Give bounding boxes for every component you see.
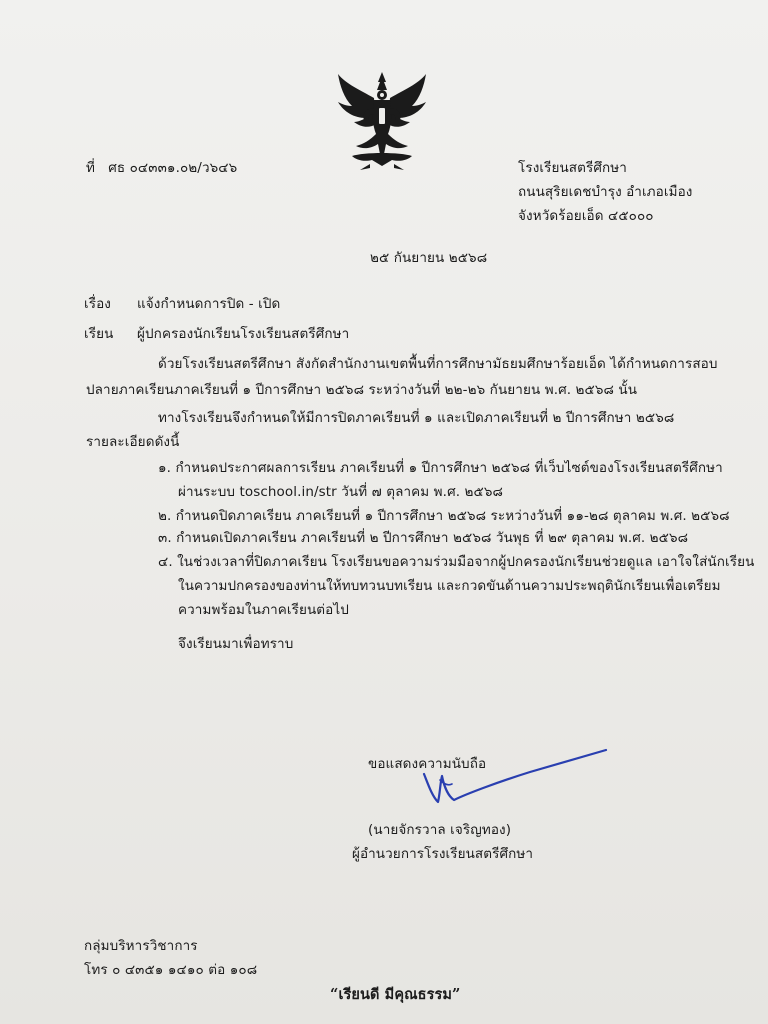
body-line-3: ทางโรงเรียนจึงกำหนดให้มีการปิดภาคเรียนที่ ๑ และเปิดภาคเรียนที่ ๒ ปีการศึกษา ๒๕๖๘ xyxy=(158,410,675,426)
item-3: ๓. กำหนดเปิดภาคเรียน ภาคเรียนที่ ๒ ปีการศึกษา ๒๕๖๘ วันพุธ ที่ ๒๙ ตุลาคม พ.ศ. ๒๕๖๘ xyxy=(158,530,689,546)
item-2: ๒. กำหนดปิดภาคเรียน ภาคเรียนที่ ๑ ปีการศึกษา ๒๕๖๘ ระหว่างวันที่ ๑๑-๒๘ ตุลาคม พ.ศ. ๒๕๖๘ xyxy=(158,508,730,524)
department-name: กลุ่มบริหารวิชาการ xyxy=(84,938,198,954)
item-1-line-1: ๑. กำหนดประกาศผลการเรียน ภาคเรียนที่ ๑ ปีการศึกษา ๒๕๖๘ ที่เว็บไซต์ของโรงเรียนสตรีศึกษา xyxy=(158,460,723,476)
school-name: โรงเรียนสตรีศึกษา xyxy=(518,160,627,176)
regards-text: ขอแสดงความนับถือ xyxy=(368,756,487,772)
school-province: จังหวัดร้อยเอ็ด ๔๕๐๐๐ xyxy=(518,208,654,224)
signature-mark-icon xyxy=(410,740,610,810)
garuda-emblem-icon xyxy=(330,68,434,172)
recipient-label: เรียน xyxy=(84,326,114,342)
closing-request: จึงเรียนมาเพื่อทราบ xyxy=(178,636,294,652)
body-line-4: รายละเอียดดังนี้ xyxy=(86,434,180,450)
recipient-text: ผู้ปกครองนักเรียนโรงเรียนสตรีศึกษา xyxy=(137,326,350,342)
subject-text: แจ้งกำหนดการปิด - เปิด xyxy=(137,296,281,312)
reference-number-line xyxy=(86,160,237,177)
body-line-2: ปลายภาคเรียนภาคเรียนที่ ๑ ปีการศึกษา ๒๕๖๘ ระหว่างวันที่ ๒๒-๒๖ กันยายน พ.ศ. ๒๕๖๘ นั้น xyxy=(86,382,638,398)
subject-label: เรื่อง xyxy=(84,296,111,312)
reference-number: ศธ ๐๔๓๓๑.๐๒/ว๖๔๖ xyxy=(108,160,238,176)
item-4-line-3: ความพร้อมในภาคเรียนต่อไป xyxy=(178,602,349,618)
school-road: ถนนสุริยเดชบำรุง อำเภอเมือง xyxy=(518,184,693,200)
phone-number: โทร ๐ ๔๓๕๑ ๑๔๑๐ ต่อ ๑๐๘ xyxy=(84,962,258,978)
item-1-line-2: ผ่านระบบ toschool.in/str วันที่ ๗ ตุลาคม พ.ศ. ๒๕๖๘ xyxy=(178,484,504,500)
school-slogan: “เรียนดี มีคุณธรรม” xyxy=(330,986,461,1003)
item-4-line-1: ๔. ในช่วงเวลาที่ปิดภาคเรียน โรงเรียนขอความร่วมมือจากผู้ปกครองนักเรียนช่วยดูแล เอาใจใส่นักเรียน xyxy=(158,554,755,570)
signer-title: ผู้อำนวยการโรงเรียนสตรีศึกษา xyxy=(352,846,534,862)
reference-label: ที่ xyxy=(86,160,95,176)
letter-date: ๒๕ กันยายน ๒๕๖๘ xyxy=(370,250,488,266)
item-4-line-2: ในความปกครองของท่านให้ทบทวนบทเรียน และกวดขันด้านความประพฤตินักเรียนเพื่อเตรียม xyxy=(178,578,721,594)
signer-name: (นายจักรวาล เจริญทอง) xyxy=(368,822,512,838)
body-line-1: ด้วยโรงเรียนสตรีศึกษา สังกัดสำนักงานเขตพื้นที่การศึกษามัธยมศึกษาร้อยเอ็ด ได้กำหนดการสอบ xyxy=(158,356,718,372)
